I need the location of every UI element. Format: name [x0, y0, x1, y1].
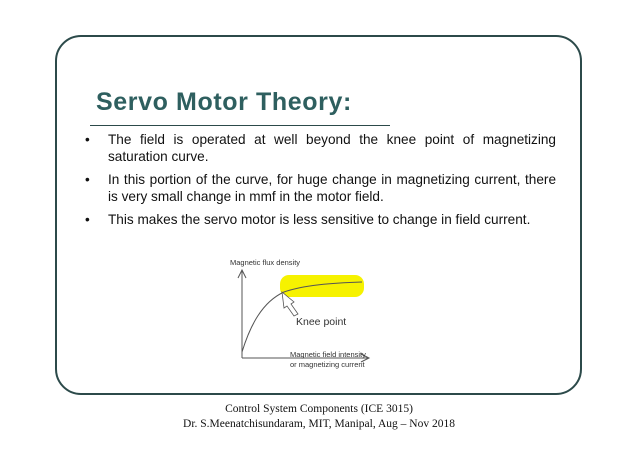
bullet-dot-icon: • — [85, 132, 90, 147]
title-underline — [90, 125, 390, 126]
bullet-text: This makes the servo motor is less sensitive to change in field current. — [108, 212, 531, 227]
bullet-text: In this portion of the curve, for huge change in magnetizing current, there is very small change in mmf in the motor field. — [108, 172, 556, 204]
x-axis-label-line2: or magnetizing current — [290, 360, 365, 369]
saturation-highlight — [280, 275, 364, 297]
bullet-list — [80, 131, 556, 234]
bullet-item — [80, 171, 556, 205]
slide-footer — [0, 402, 638, 432]
x-axis-label-line1: Magnetic field intensity — [290, 350, 366, 359]
magnetization-curve-figure — [222, 254, 378, 374]
bullet-item — [80, 211, 556, 228]
footer-author: Dr. S.Meenatchisundaram, MIT, Manipal, Aug – Nov 2018 — [183, 418, 455, 430]
bullet-dot-icon: • — [85, 212, 90, 227]
footer-course: Control System Components (ICE 3015) — [225, 403, 413, 415]
y-axis-label: Magnetic flux density — [230, 258, 301, 267]
bullet-item — [80, 131, 556, 165]
bullet-dot-icon: • — [85, 172, 90, 187]
bullet-text: The field is operated at well beyond the knee point of magnetizing saturation curve. — [108, 132, 556, 164]
knee-point-label: Knee point — [296, 316, 347, 328]
slide-title: Servo Motor Theory: — [96, 88, 352, 116]
